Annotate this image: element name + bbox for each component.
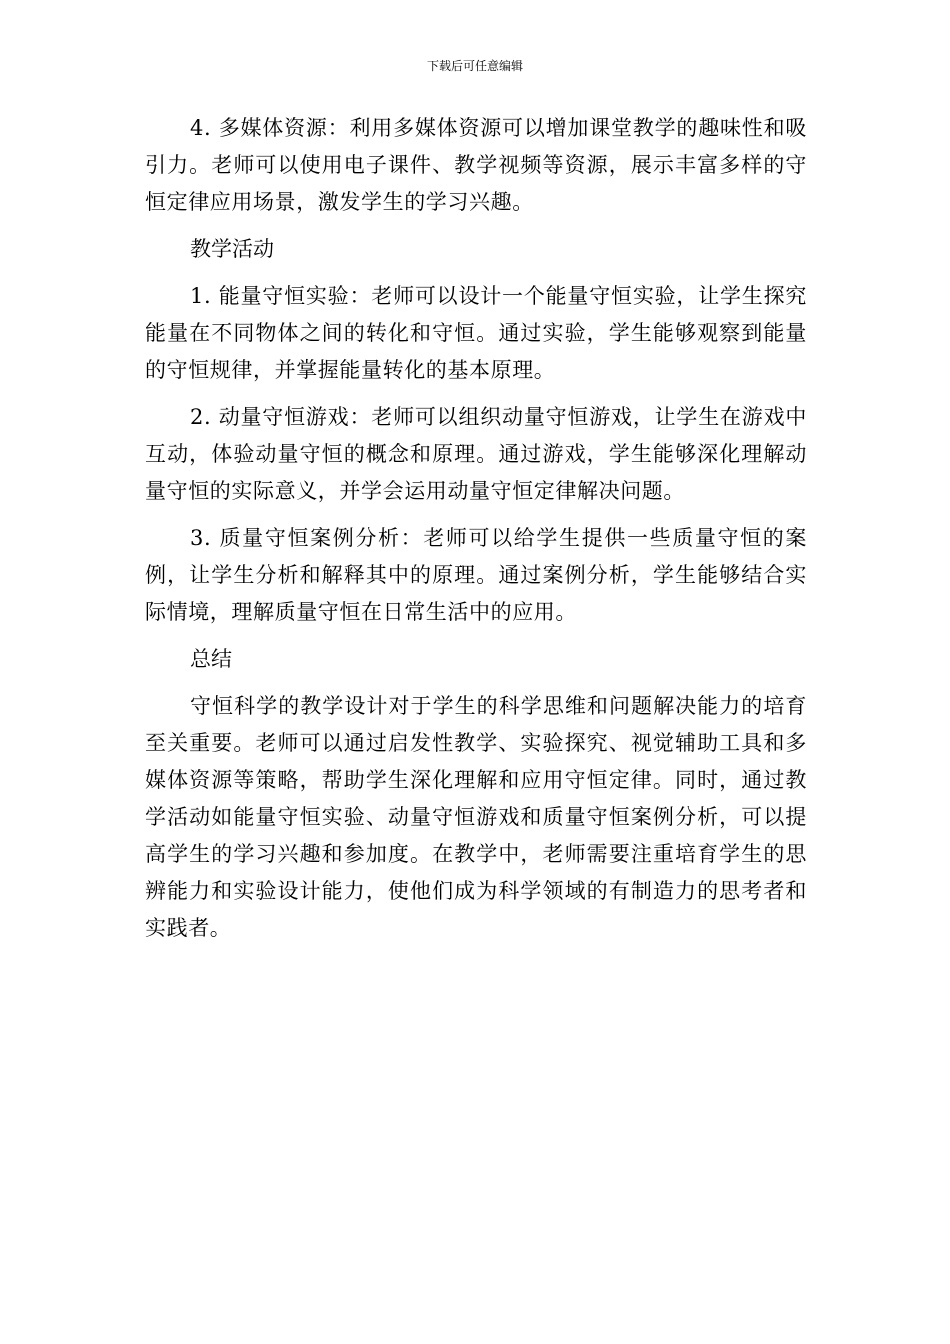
paragraph-mass-case-analysis: 3. 质量守恒案例分析：老师可以给学生提供一些质量守恒的案例，让学生分析和解释其中的原理。通过案例分析，学生能够结合实际情境，理解质量守恒在日常生活中的应用。 bbox=[145, 526, 807, 624]
paragraph-momentum-game: 2. 动量守恒游戏：老师可以组织动量守恒游戏，让学生在游戏中互动，体验动量守恒的概念和原理。通过游戏，学生能够深化理解动量守恒的实际意义，并学会运用动量守恒定律解决问题。 bbox=[145, 405, 807, 503]
document-body bbox=[145, 110, 807, 957]
heading-teaching-activities: 教学活动 bbox=[190, 237, 274, 261]
page-header: 下载后可任意编辑 bbox=[426, 59, 523, 73]
paragraph-summary: 守恒科学的教学设计对于学生的科学思维和问题解决能力的培育至关重要。老师可以通过启发性教学、实验探究、视觉辅助工具和多媒体资源等策略，帮助学生深化理解和应用守恒定律。同时，通过教学活动如能量守恒实验、动量守恒游戏和质量守恒案例分析，可以提高学生的学习兴趣和参加度。在教学中，老师需要注重培育学生的思辨能力和实验设计能力，使他们成为科学领域的有制造力的思考者和实践者。 bbox=[145, 694, 807, 940]
paragraph-energy-experiment: 1. 能量守恒实验：老师可以设计一个能量守恒实验，让学生探究能量在不同物体之间的转化和守恒。通过实验，学生能够观察到能量的守恒规律，并掌握能量转化的基本原理。 bbox=[145, 284, 807, 382]
paragraph-multimedia-resources: 4. 多媒体资源：利用多媒体资源可以增加课堂教学的趣味性和吸引力。老师可以使用电子课件、教学视频等资源，展示丰富多样的守恒定律应用场景，激发学生的学习兴趣。 bbox=[145, 116, 807, 214]
heading-summary: 总结 bbox=[190, 647, 232, 671]
